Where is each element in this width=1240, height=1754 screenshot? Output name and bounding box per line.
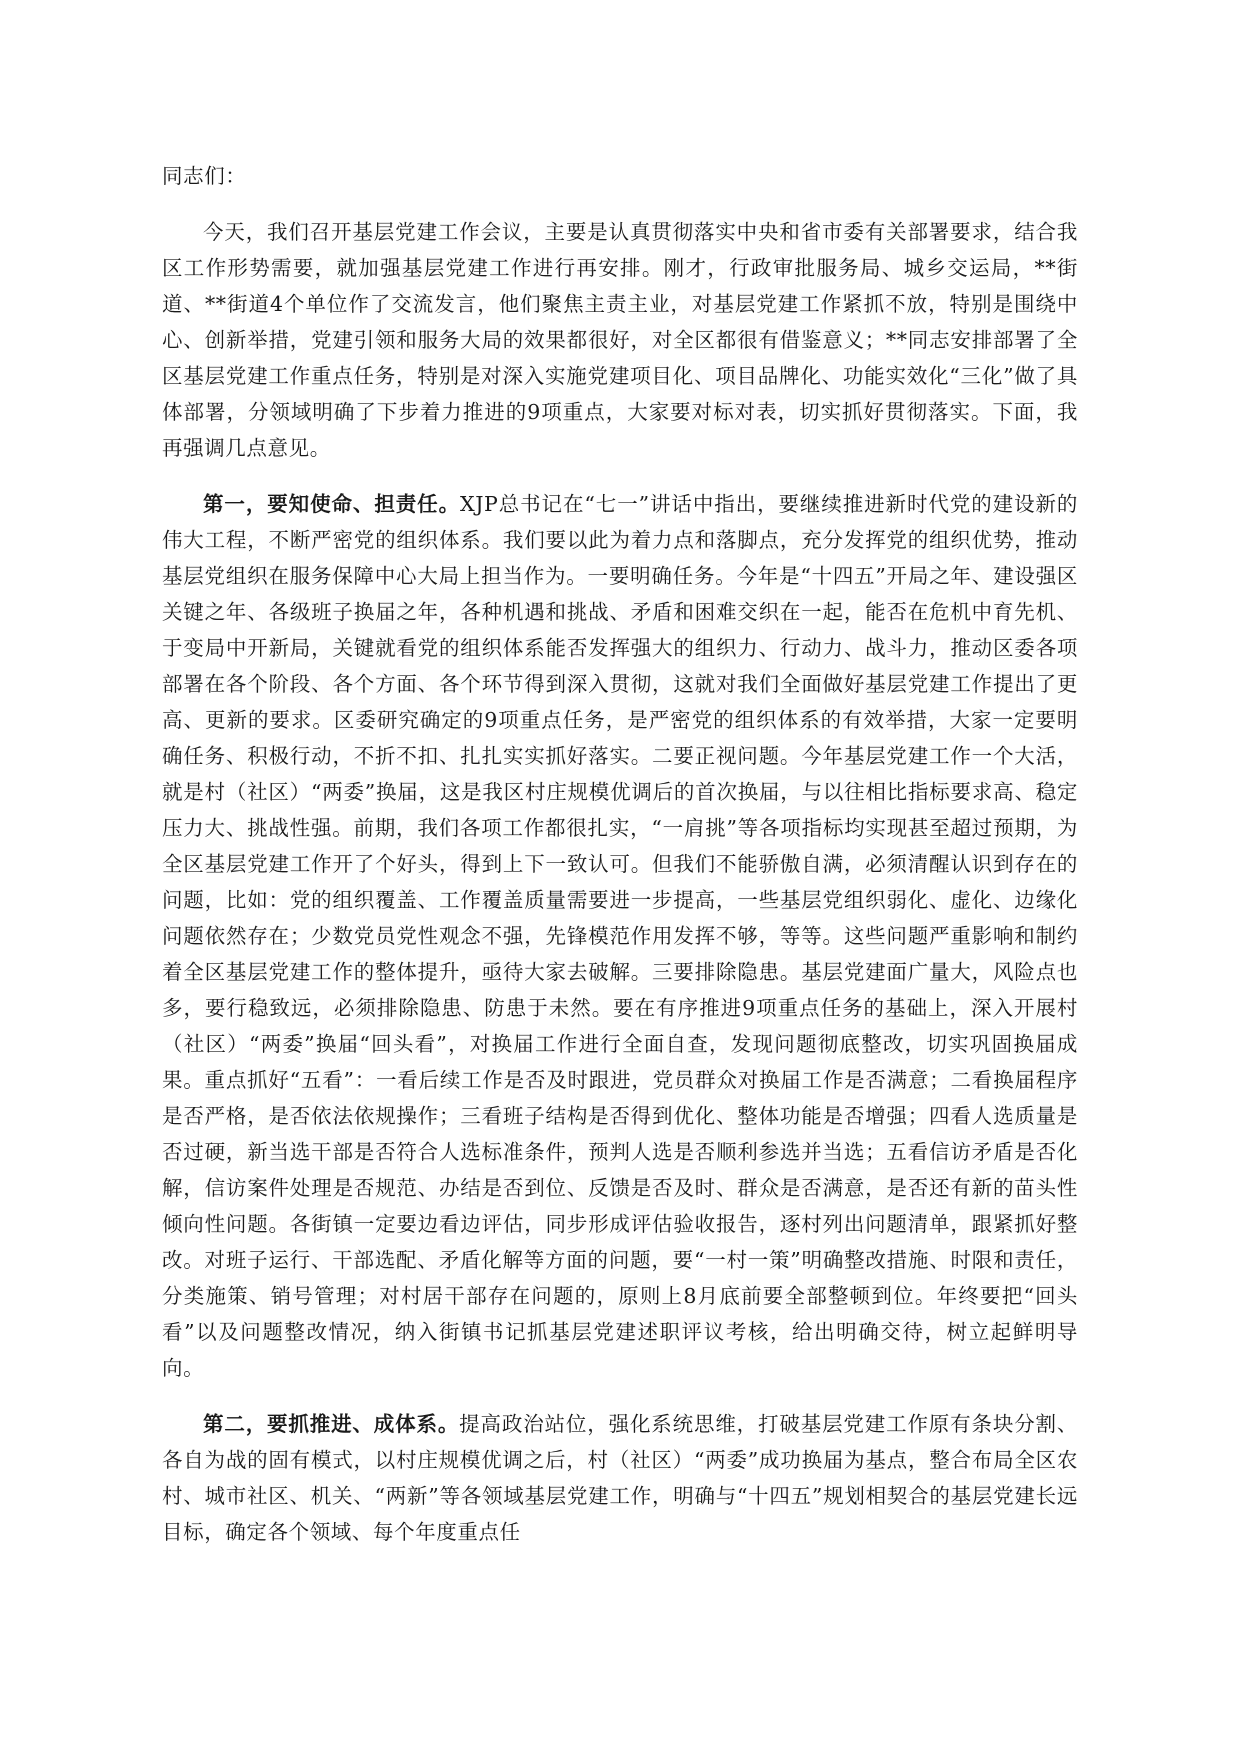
paragraph-first-point xyxy=(162,486,1078,1386)
paragraph-text: XJP总书记在“七一”讲话中指出，要继续推进新时代党的建设新的伟大工程，不断严密党的组织体系。我们要以此为着力点和落脚点，充分发挥党的组织优势，推动基层党组织在服务保障中心大局上担当作为。一要明确任务。今年是“十四五”开局之年、建设强区关键之年、各级班子换届之年，各种机遇和挑战、矛盾和困难交织在一起，能否在危机中育先机、于变局中开新局，关键就看党的组织体系能否发挥强大的组织力、行动力、战斗力，推动区委各项部署在各个阶段、各个方面、各个环节得到深入贯彻，这就对我们全面做好基层党建工作提出了更高、更新的要求。区委研究确定的9项重点任务，是严密党的组织体系的有效举措，大家一定要明确任务、积极行动，不折不扣、扎扎实实抓好落实。二要正视问题。今年基层党建工作一个大活，就是村（社区）“两委”换届，这是我区村庄规模优调后的首次换届，与以往相比指标要求高、稳定压力大、挑战性强。前期，我们各项工作都很扎实，“一肩挑”等各项指标均实现甚至超过预期，为全区基层党建工作开了个好头，得到上下一致认可。但我们不能骄傲自满，必须清醒认识到存在的问题，比如：党的组织覆盖、工作覆盖质量需要进一步提高，一些基层党组织弱化、虚化、边缘化问题依然存在；少数党员党性观念不强，先锋模范作用发挥不够，等等。这些问题严重影响和制约着全区基层党建工作的整体提升，亟待大家去破解。三要排除隐患。基层党建面广量大，风险点也多，要行稳致远，必须排除隐患、防患于未然。要在有序推进9项重点任务的基础上，深入开展村（社区）“两委”换届“回头看”，对换届工作进行全面自查，发现问题彻底整改，切实巩固换届成果。重点抓好“五看”：一看后续工作是否及时跟进，党员群众对换届工作是否满意；二看换届程序是否严格，是否依法依规操作；三看班子结构是否得到优化、整体功能是否增强；四看人选质量是否过硬，新当选干部是否符合人选标准条件，预判人选是否顺利参选并当选；五看信访矛盾是否化解，信访案件处理是否规范、办结是否到位、反馈是否及时、群众是否满意，是否还有新的苗头性倾向性问题。各街镇一定要边看边评估，同步形成评估验收报告，逐村列出问题清单，跟紧抓好整改。对班子运行、干部选配、矛盾化解等方面的问题，要“一村一策”明确整改措施、时限和责任，分类施策、销号管理；对村居干部存在问题的，原则上8月底前要全部整顿到位。年终要把“回头看”以及问题整改情况，纳入街镇书记抓基层党建述职评议考核，给出明确交待，树立起鲜明导向。 xyxy=(162,492,1079,1380)
paragraph-text: 今天，我们召开基层党建工作会议，主要是认真贯彻落实中央和省市委有关部署要求，结合我区工作形势需要，就加强基层党建工作进行再安排。刚才，行政审批服务局、城乡交运局，**街道、**街道4个单位作了交流发言，他们聚焦主责主业，对基层党建工作紧抓不放，特别是围绕中心、创新举措，党建引领和服务大局的效果都很好，对全区都很有借鉴意义；**同志安排部署了全区基层党建工作重点任务，特别是对深入实施党建项目化、项目品牌化、功能实效化“三化”做了具体部署，分领域明确了下步着力推进的9项重点，大家要对标对表，切实抓好贯彻落实。下面，我再强调几点意见。 xyxy=(162,220,1078,460)
paragraph-heading: 第二，要抓推进、成体系。 xyxy=(203,1412,460,1436)
paragraph-opening xyxy=(162,214,1078,466)
document-body xyxy=(162,158,1078,1570)
salutation: 同志们： xyxy=(162,164,247,188)
paragraph-heading: 第一，要知使命、担责任。 xyxy=(203,492,460,516)
paragraph-text: 提高政治站位，强化系统思维，打破基层党建工作原有条块分割、各自为战的固有模式，以村庄规模优调之后，村（社区）“两委”成功换届为基点，整合布局全区农村、城市社区、机关、“两新”等各领域基层党建工作，明确与“十四五”规划相契合的基层党建长远目标，确定各个领域、每个年度重点任 xyxy=(162,1412,1078,1544)
paragraph-second-point xyxy=(162,1406,1078,1550)
